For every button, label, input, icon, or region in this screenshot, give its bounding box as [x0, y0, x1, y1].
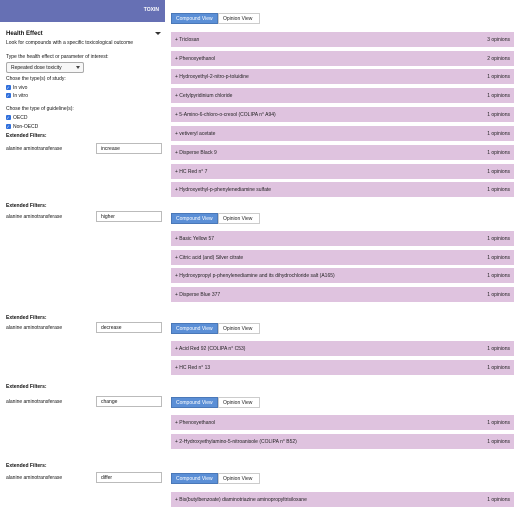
- filter-value-input[interactable]: [96, 143, 162, 154]
- opinion-count: 2 opinions: [487, 56, 510, 62]
- tab-label: Opinion View: [223, 326, 253, 332]
- section-subtitle: Look for compounds with a specific toxicological outcome: [6, 40, 134, 46]
- study-checkbox-in-vivo[interactable]: [6, 85, 11, 90]
- opinion-count: 3 opinions: [487, 37, 510, 43]
- tab-label: Compound View: [176, 16, 213, 22]
- section-title: Health Effect: [6, 31, 43, 37]
- list-item[interactable]: [171, 69, 514, 84]
- tab-opinion-view[interactable]: [218, 213, 260, 224]
- study-label: Chose the type(s) of study:: [6, 76, 66, 82]
- compound-name: + Bis(butylbenzoate) diaminotriazine aminopropyltrisiloxane: [175, 497, 307, 503]
- list-item[interactable]: [171, 88, 514, 103]
- compound-name: + 2-Hydroxyethylamino-5-nitroanisole (COLIPA n° B52): [175, 439, 297, 445]
- tab-label: Opinion View: [223, 476, 253, 482]
- opinion-count: 1 opinions: [487, 150, 510, 156]
- param-select-value: Repeated dose toxicity: [11, 65, 62, 71]
- opinion-count: 1 opinions: [487, 74, 510, 80]
- extended-filters-header: Extended Filters:: [6, 463, 47, 469]
- list-item[interactable]: [171, 287, 514, 302]
- compound-name: + HC Red n° 7: [175, 169, 208, 175]
- list-item[interactable]: [171, 164, 514, 179]
- collapse-arrow-icon[interactable]: [155, 32, 161, 35]
- opinion-count: 1 opinions: [487, 131, 510, 137]
- compound-name: + HC Red n° 13: [175, 365, 211, 371]
- opinion-count: 1 opinions: [487, 365, 510, 371]
- list-item[interactable]: [171, 360, 514, 375]
- list-item[interactable]: [171, 126, 514, 141]
- study-checkbox-in-vitro[interactable]: [6, 93, 11, 98]
- list-item[interactable]: [171, 145, 514, 160]
- compound-name: + Hydroxypropyl p-phenylenediamine and its dihydrochloride salt (A165): [175, 273, 335, 279]
- compound-name: + Cetylpyridinium chloride: [175, 93, 233, 99]
- tab-compound-view[interactable]: [171, 213, 218, 224]
- opinion-count: 1 opinions: [487, 439, 510, 445]
- guideline-option-label: OECD: [13, 115, 28, 121]
- guideline-option-label: Non-OECD: [13, 124, 39, 130]
- filter-value-input[interactable]: [96, 322, 162, 333]
- compound-name: + Triclosan: [175, 37, 200, 43]
- compound-name: + Hydroxyethyl-2-nitro-p-toluidine: [175, 74, 249, 80]
- tab-compound-view[interactable]: [171, 13, 218, 24]
- compound-name: + vetiveryl acetate: [175, 131, 216, 137]
- opinion-count: 1 opinions: [487, 93, 510, 99]
- list-item[interactable]: [171, 434, 514, 449]
- guideline-checkbox-non-oecd[interactable]: [6, 124, 11, 129]
- filter-value-input[interactable]: [96, 211, 162, 222]
- opinion-count: 1 opinions: [487, 273, 510, 279]
- compound-name: + Phenoxyethanol: [175, 420, 216, 426]
- compound-name: + Disperse Black 9: [175, 150, 217, 156]
- opinion-count: 1 opinions: [487, 169, 510, 175]
- opinion-count: 1 opinions: [487, 255, 510, 261]
- param-select[interactable]: [6, 62, 84, 73]
- tab-compound-view[interactable]: [171, 473, 218, 484]
- filter-value: increase: [101, 146, 120, 152]
- list-item[interactable]: [171, 32, 514, 47]
- compound-name: + Basic Yellow 57: [175, 236, 215, 242]
- compound-name: + 5-Amino-6-chloro-o-cresol (COLIPA n° A94): [175, 112, 276, 118]
- tab-label: Opinion View: [223, 216, 253, 222]
- list-item[interactable]: [171, 182, 514, 197]
- opinion-count: 1 opinions: [487, 112, 510, 118]
- extended-filters-header: Extended Filters:: [6, 203, 47, 209]
- guideline-checkbox-oecd[interactable]: [6, 115, 11, 120]
- tab-label: Compound View: [176, 216, 213, 222]
- list-item[interactable]: [171, 107, 514, 122]
- guideline-label: Chose the type of guideline(s):: [6, 106, 74, 112]
- opinion-count: 1 opinions: [487, 236, 510, 242]
- study-option-label: In vivo: [13, 85, 28, 91]
- filter-param: alanine aminotransferase: [6, 325, 63, 331]
- compound-name: + Acid Red 92 (COLIPA n° C53): [175, 346, 246, 352]
- tab-opinion-view[interactable]: [218, 323, 260, 334]
- filter-param: alanine aminotransferase: [6, 214, 63, 220]
- extended-filters-header: Extended Filters:: [6, 384, 47, 390]
- tab-label: Compound View: [176, 326, 213, 332]
- list-item[interactable]: [171, 415, 514, 430]
- list-item[interactable]: [171, 341, 514, 356]
- list-item[interactable]: [171, 231, 514, 246]
- opinion-count: 1 opinions: [487, 420, 510, 426]
- opinion-count: 1 opinions: [487, 292, 510, 298]
- tab-label: Compound View: [176, 476, 213, 482]
- tab-compound-view[interactable]: [171, 323, 218, 334]
- list-item[interactable]: [171, 250, 514, 265]
- tab-label: Opinion View: [223, 400, 253, 406]
- tab-compound-view[interactable]: [171, 397, 218, 408]
- compound-name: + Phenoxyethanol: [175, 56, 216, 62]
- filter-param: alanine aminotransferase: [6, 399, 63, 405]
- filter-value: change: [101, 399, 118, 405]
- compound-name: + Hydroxyethyl-p-phenylenediamine sulfate: [175, 187, 272, 193]
- brand-label: TOXIN: [143, 7, 159, 13]
- compound-name: + Citric acid (and) Silver citrate: [175, 255, 244, 261]
- list-item[interactable]: [171, 492, 514, 507]
- tab-label: Opinion View: [223, 16, 253, 22]
- filter-value-input[interactable]: [96, 472, 162, 483]
- filter-value: decrease: [101, 325, 122, 331]
- opinion-count: 1 opinions: [487, 497, 510, 503]
- tab-opinion-view[interactable]: [218, 397, 260, 408]
- opinion-count: 1 opinions: [487, 187, 510, 193]
- brand-bar: [0, 0, 165, 22]
- tab-label: Compound View: [176, 400, 213, 406]
- extended-filters-header: Extended Filters:: [6, 315, 47, 321]
- compound-name: + Disperse Blue 377: [175, 292, 221, 298]
- filter-param: alanine aminotransferase: [6, 475, 63, 481]
- list-item[interactable]: [171, 268, 514, 283]
- list-item[interactable]: [171, 51, 514, 66]
- chevron-down-icon: [76, 66, 80, 69]
- opinion-count: 1 opinions: [487, 346, 510, 352]
- filter-param: alanine aminotransferase: [6, 146, 63, 152]
- filter-value: differ: [101, 475, 113, 481]
- tab-opinion-view[interactable]: [218, 13, 260, 24]
- filter-value: higher: [101, 214, 115, 220]
- tab-opinion-view[interactable]: [218, 473, 260, 484]
- study-option-label: In vitro: [13, 93, 29, 99]
- filter-value-input[interactable]: [96, 396, 162, 407]
- extended-filters-header: Extended Filters:: [6, 133, 47, 139]
- param-label: Type the health effect or parameter of interest:: [6, 54, 109, 60]
